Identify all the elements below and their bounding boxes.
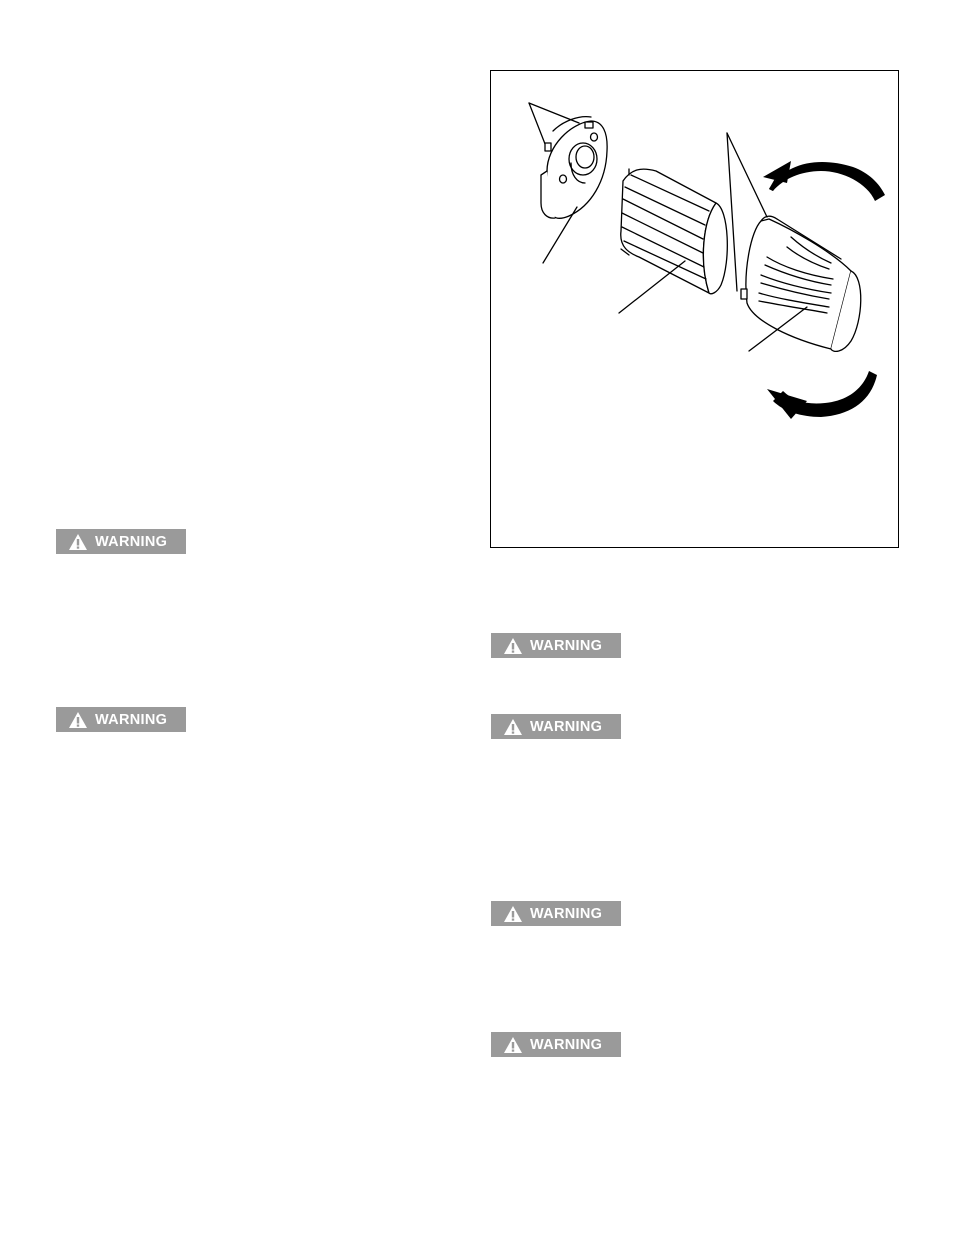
warning-label: WARNING bbox=[530, 1036, 603, 1053]
warning-triangle-icon bbox=[68, 533, 88, 551]
warning-badge-3 bbox=[491, 633, 621, 658]
warning-badge-2 bbox=[56, 707, 186, 732]
warning-triangle-icon bbox=[503, 1036, 523, 1054]
knob-assembly-illustration bbox=[491, 71, 898, 547]
warning-badge-4 bbox=[491, 714, 621, 739]
warning-triangle-icon bbox=[503, 637, 523, 655]
knob-assembly-figure bbox=[490, 70, 899, 548]
warning-triangle-icon bbox=[68, 711, 88, 729]
warning-label: WARNING bbox=[95, 533, 168, 550]
warning-triangle-icon bbox=[503, 718, 523, 736]
warning-badge-5 bbox=[491, 901, 621, 926]
warning-badge-1 bbox=[56, 529, 186, 554]
warning-badge-6 bbox=[491, 1032, 621, 1057]
warning-label: WARNING bbox=[530, 637, 603, 654]
warning-label: WARNING bbox=[530, 718, 603, 735]
warning-triangle-icon bbox=[503, 905, 523, 923]
warning-label: WARNING bbox=[530, 905, 603, 922]
warning-label: WARNING bbox=[95, 711, 168, 728]
